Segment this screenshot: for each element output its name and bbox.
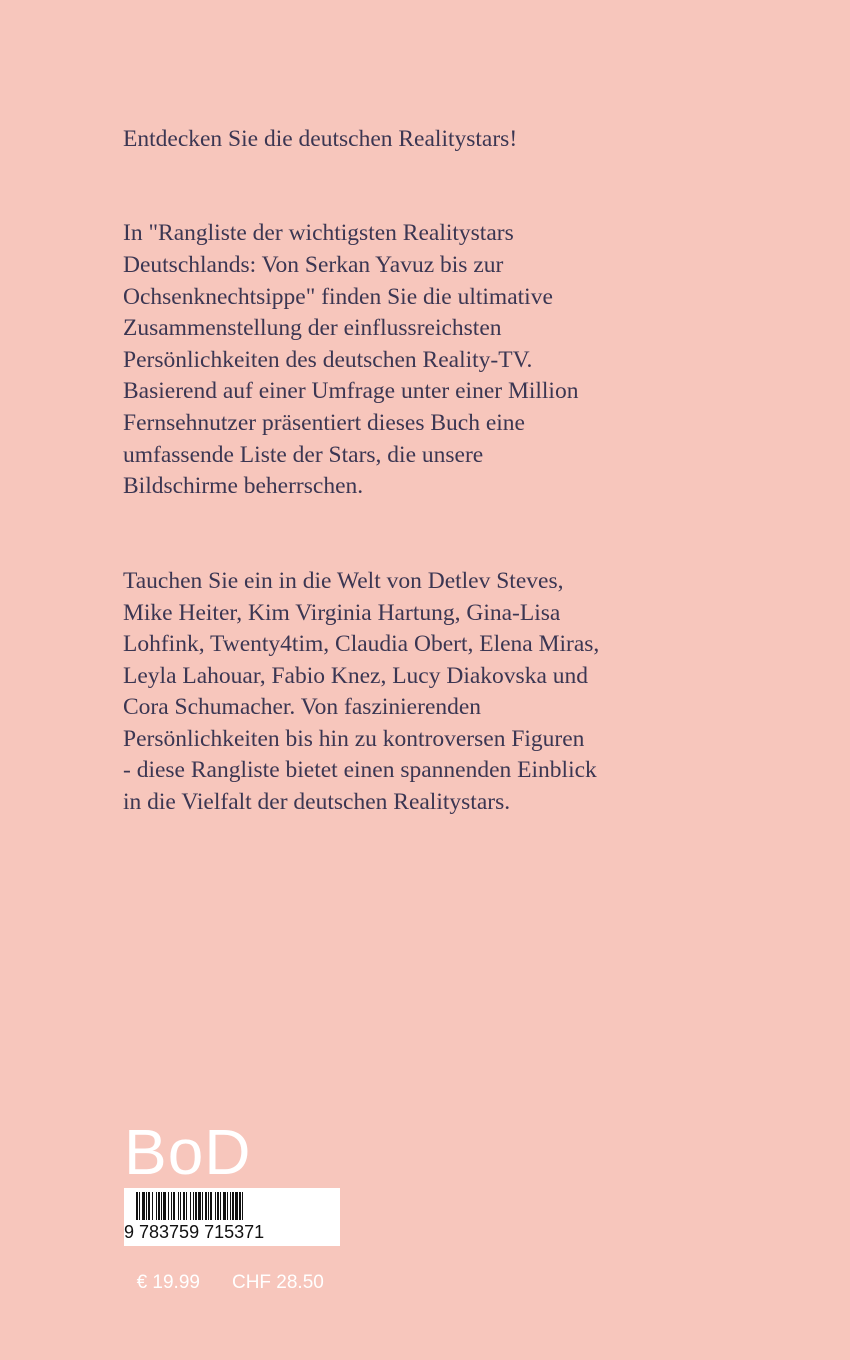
publisher-logo: BoD <box>124 1116 252 1188</box>
blurb-paragraph-1: In "Rangliste der wichtigsten Realitystars Deutschlands: Von Serkan Yavuz bis zur Ochsenknechtsippe" finden Sie die ultimative Zusammenstellung der einflussreichsten Persönlichkeiten des deutschen Reality-TV. Basierend auf einer Umfrage unter einer Million Fernsehnutzer präsentiert dieses Buch eine umfassende Liste der Stars, die unsere Bildschirme beherrschen. <box>123 220 579 500</box>
blurb-headline: Entdecken Sie die deutschen Realitystars! <box>123 125 518 152</box>
barcode-bars <box>124 1188 340 1222</box>
blurb-text <box>123 92 763 850</box>
blurb-paragraph-2: Tauchen Sie ein in die Welt von Detlev Steves, Mike Heiter, Kim Virginia Hartung, Gina-Lisa Lohfink, Twenty4tim, Claudia Obert, Elena Miras, Leyla Lahouar, Fabio Knez, Lucy Diakovska und Cora Schumacher. Von faszinierenden Persönlichkeiten bis hin zu kontroversen Figuren - diese Rangliste bietet einen spannenden Einblick in die Vielfalt der deutschen Realitystars. <box>123 567 600 816</box>
price-line <box>126 1250 324 1294</box>
price-chf: CHF 28.50 <box>231 1272 324 1293</box>
price-eur: € 19.99 <box>136 1272 200 1293</box>
isbn-number: 9 783759 715371 <box>124 1222 265 1242</box>
isbn-barcode <box>124 1188 340 1246</box>
